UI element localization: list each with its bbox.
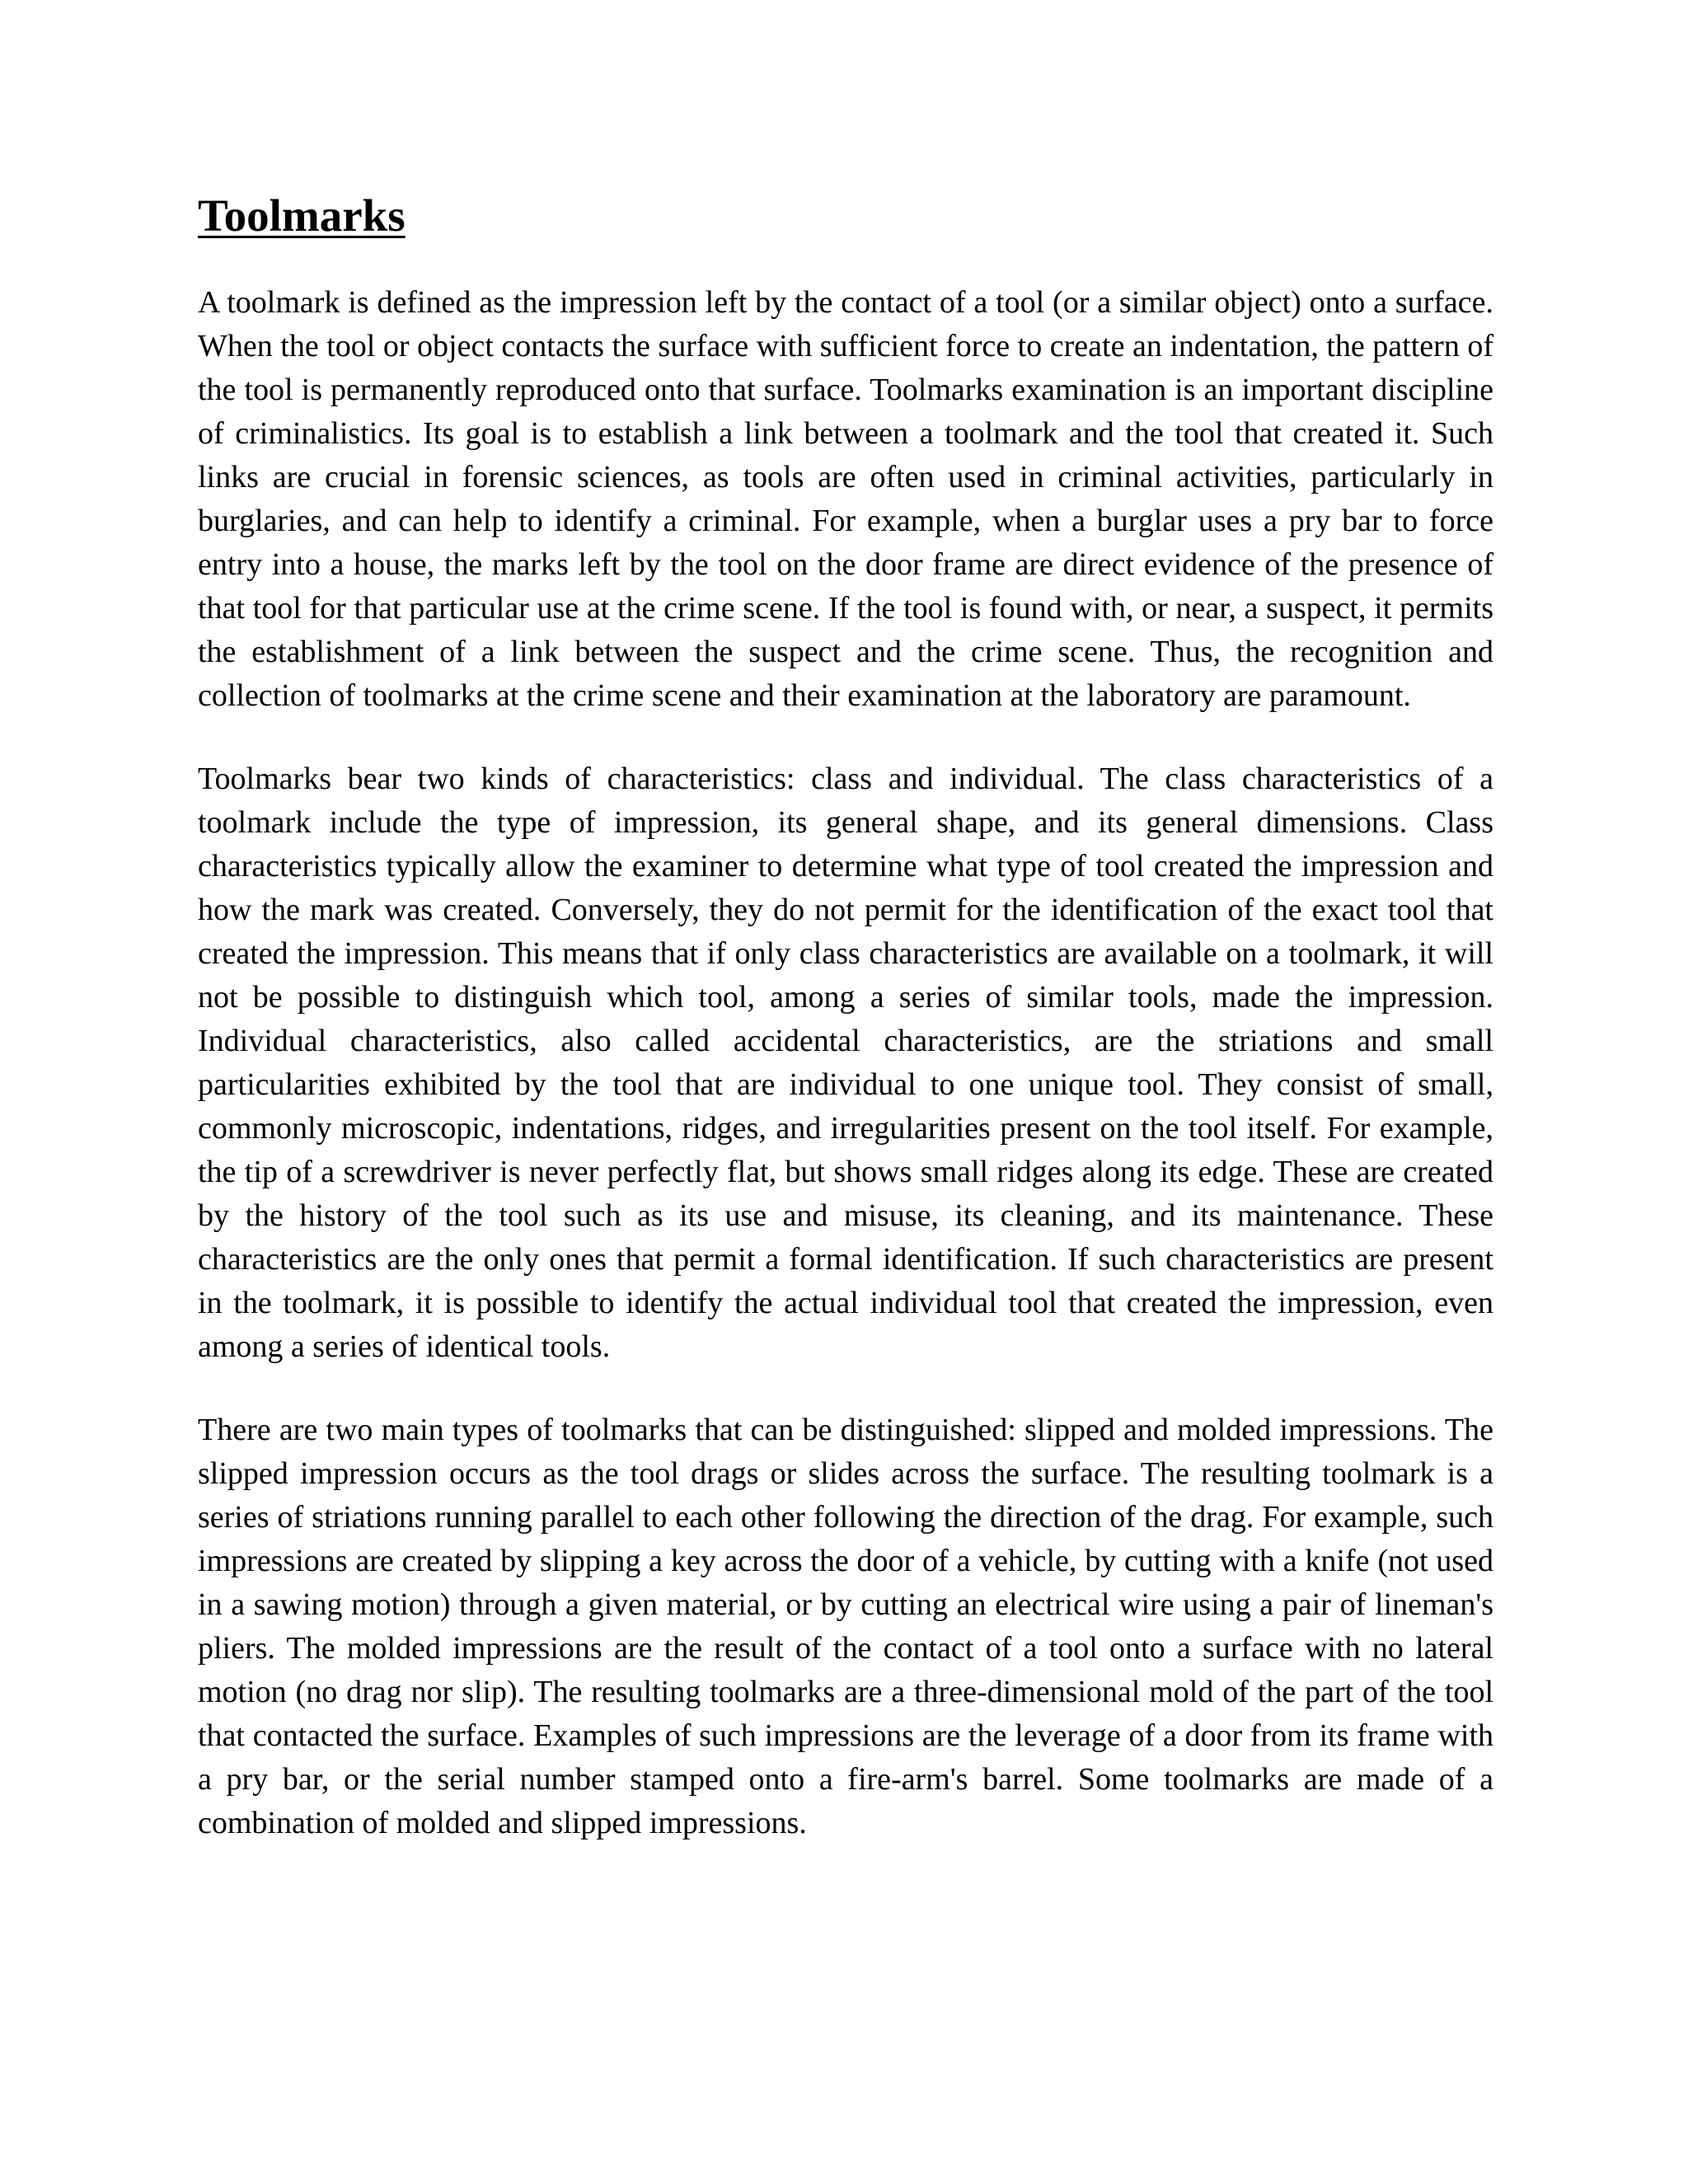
document-body <box>198 191 1493 1845</box>
paragraph-definition: A toolmark is defined as the impression left by the contact of a tool (or a similar object) onto a surface. When the tool or object contacts the surface with sufficient force to create an indentation, the pattern of the tool is permanently reproduced onto that surface. Toolmarks examination is an important discipline of criminalistics. Its goal is to establish a link between a toolmark and the tool that created it. Such links are crucial in forensic sciences, as tools are often used in criminal activities, particularly in burglaries, and can help to identify a criminal. For example, when a burglar uses a pry bar to force entry into a house, the marks left by the tool on the door frame are direct evidence of the presence of that tool for that particular use at the crime scene. If the tool is found with, or near, a suspect, it permits the establishment of a link between the suspect and the crime scene. Thus, the recognition and collection of toolmarks at the crime scene and their examination at the laboratory are paramount. <box>198 284 1493 713</box>
paragraph-characteristics: Toolmarks bear two kinds of characteristics: class and individual. The class characteristics of a toolmark include the type of impression, its general shape, and its general dimensions. Class characteristics typically allow the examiner to determine what type of tool created the impression and how the mark was created. Conversely, they do not permit for the identification of the exact tool that created the impression. This means that if only class characteristics are available on a toolmark, it will not be possible to distinguish which tool, among a series of similar tools, made the impression. Individual characteristics, also called accidental characteristics, are the striations and small particularities exhibited by the tool that are individual to one unique tool. They consist of small, commonly microscopic, indentations, ridges, and irregularities present on the tool itself. For example, the tip of a screwdriver is never perfectly flat, but shows small ridges along its edge. These are created by the history of the tool such as its use and misuse, its cleaning, and its maintenance. These characteristics are the only ones that permit a formal identification. If such characteristics are present in the toolmark, it is possible to identify the actual individual tool that created the impression, even among a series of identical tools. <box>198 761 1493 1364</box>
paragraph-types: There are two main types of toolmarks that can be distinguished: slipped and molded impressions. The slipped impression occurs as the tool drags or slides across the surface. The resulting toolmark is a series of striations running parallel to each other following the direction of the drag. For example, such impressions are created by slipping a key across the door of a vehicle, by cutting with a knife (not used in a sawing motion) through a given material, or by cutting an electrical wire using a pair of lineman's pliers. The molded impressions are the result of the contact of a tool onto a surface with no lateral motion (no drag nor slip). The resulting toolmarks are a three-dimensional mold of the part of the tool that contacted the surface. Examples of such impressions are the leverage of a door from its frame with a pry bar, or the serial number stamped onto a fire-arm's barrel. Some toolmarks are made of a combination of molded and slipped impressions. <box>198 1412 1493 1840</box>
page-title: Toolmarks <box>198 190 406 241</box>
